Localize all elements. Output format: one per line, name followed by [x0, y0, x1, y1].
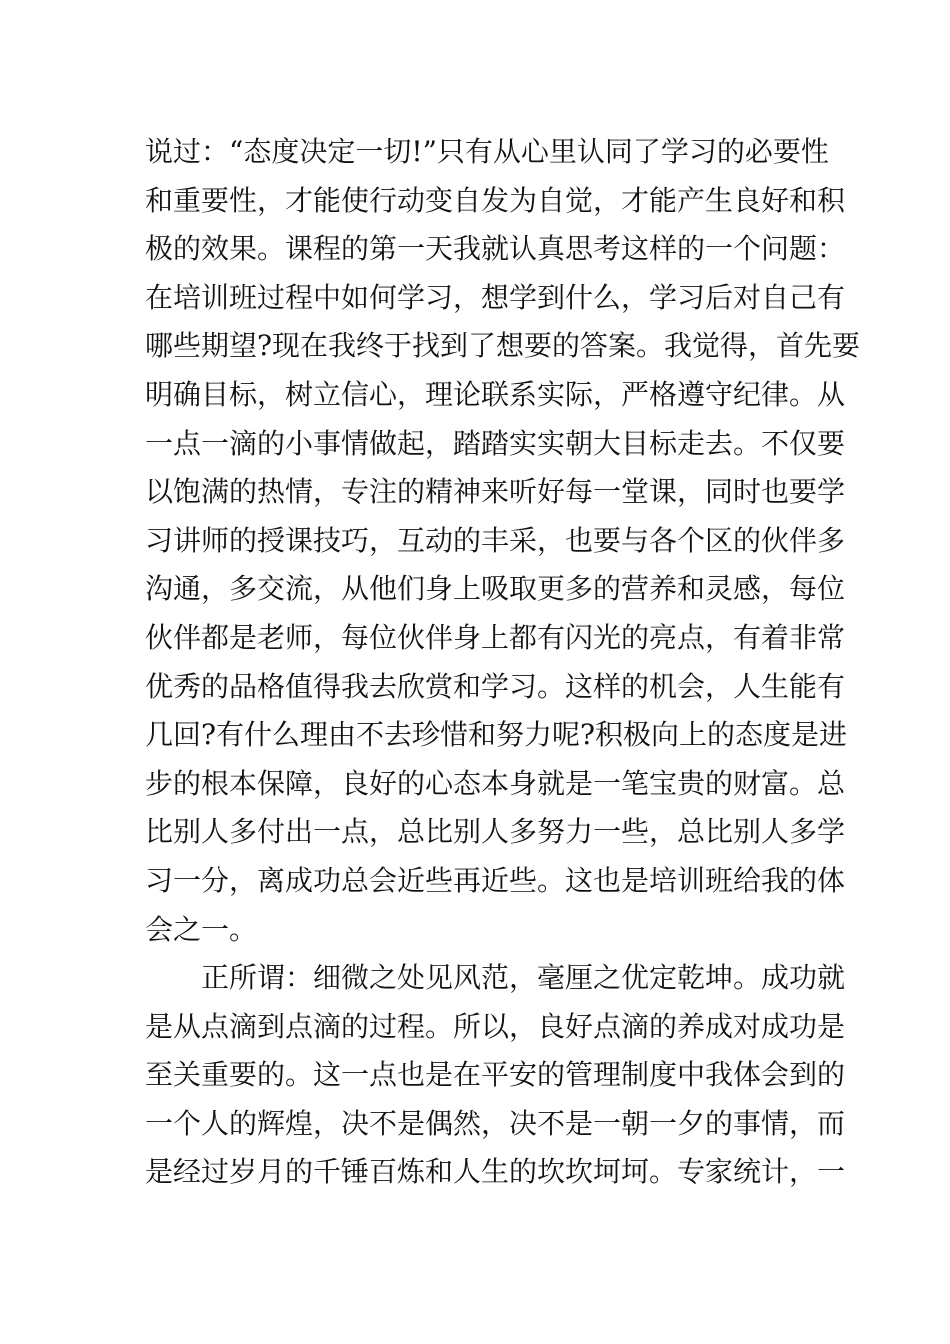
text-line: 习讲师的授课技巧，互动的丰采，也要与各个区的伙伴多	[145, 523, 846, 557]
text-line: 在培训班过程中如何学习，想学到什么，学习后对自己有	[145, 280, 846, 314]
text-line: 习一分，离成功总会近些再近些。这也是培训班给我的体	[145, 863, 846, 897]
text-line: 伙伴都是老师，每位伙伴身上都有闪光的亮点，有着非常	[145, 620, 846, 654]
text-line: 极的效果。课程的第一天我就认真思考这样的一个问题：	[145, 232, 846, 266]
text-line: 优秀的品格值得我去欣赏和学习。这样的机会，人生能有	[145, 669, 846, 703]
text-line: 是从点滴到点滴的过程。所以，良好点滴的养成对成功是	[145, 1009, 846, 1043]
text-line: 比别人多付出一点，总比别人多努力一些，总比别人多学	[145, 815, 846, 849]
text-line: 明确目标，树立信心，理论联系实际，严格遵守纪律。从	[145, 377, 846, 411]
text-line: 至关重要的。这一点也是在平安的管理制度中我体会到的	[145, 1058, 846, 1092]
text-line: 一点一滴的小事情做起，踏踏实实朝大目标走去。不仅要	[145, 426, 846, 460]
text-line: 是经过岁月的千锤百炼和人生的坎坎坷坷。专家统计，一	[145, 1155, 846, 1189]
text-line: 哪些期望?现在我终于找到了想要的答案。我觉得，首先要	[145, 329, 861, 363]
text-line: 以饱满的热情，专注的精神来听好每一堂课，同时也要学	[145, 475, 846, 509]
text-line: 沟通，多交流，从他们身上吸取更多的营养和灵感，每位	[145, 572, 846, 606]
text-line: 一个人的辉煌，决不是偶然，决不是一朝一夕的事情，而	[145, 1106, 846, 1140]
text-line: 和重要性，才能使行动变自发为自觉，才能产生良好和积	[145, 183, 846, 217]
body-text	[145, 128, 861, 1197]
text-line: 几回?有什么理由不去珍惜和努力呢?积极向上的态度是进	[145, 718, 848, 752]
text-line: 说过：“态度决定一切!”只有从心里认同了学习的必要性	[145, 135, 829, 168]
paragraph-first-line: 正所谓：细微之处见风范，毫厘之优定乾坤。成功就	[201, 961, 846, 995]
text-line: 步的根本保障，良好的心态本身就是一笔宝贵的财富。总	[145, 766, 846, 800]
text-line: 会之一。	[145, 912, 258, 946]
